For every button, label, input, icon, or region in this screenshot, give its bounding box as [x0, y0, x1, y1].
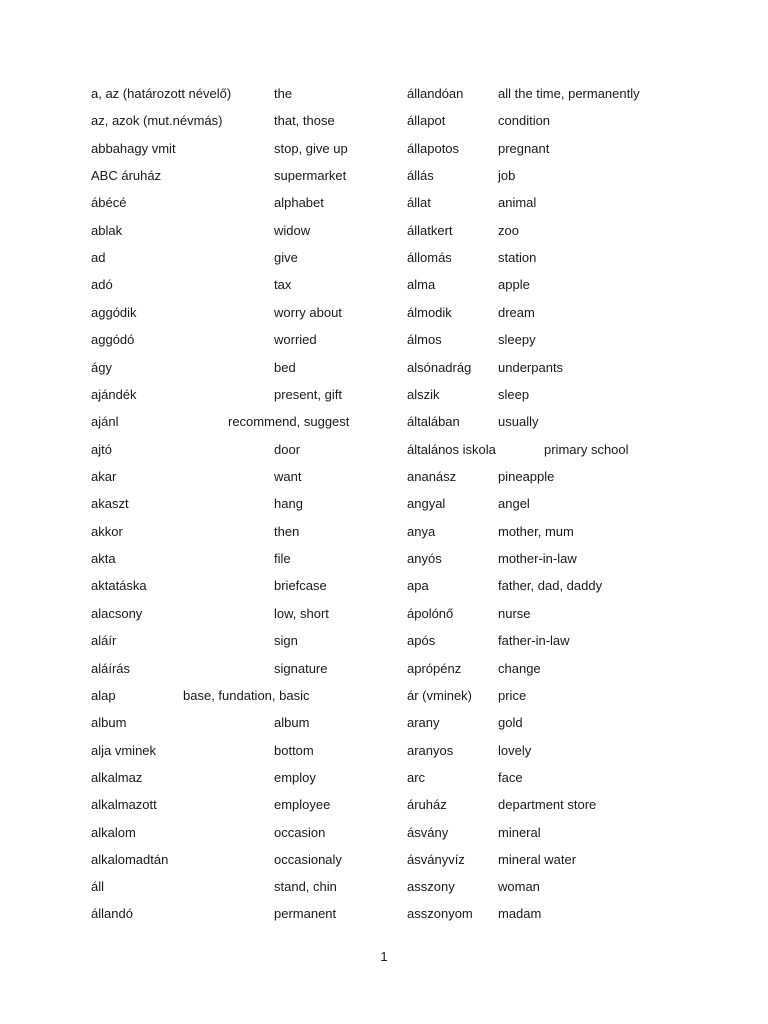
vocab-row — [0, 276, 768, 294]
hungarian-term: ad — [91, 250, 106, 265]
english-translation: worry about — [274, 305, 342, 320]
english-translation: widow — [274, 223, 311, 238]
hungarian-term: állandóan — [407, 86, 464, 101]
hungarian-term: ásványvíz — [407, 852, 465, 867]
english-translation: briefcase — [274, 578, 327, 593]
hungarian-term: állapot — [407, 113, 446, 128]
english-translation: employee — [274, 797, 331, 812]
vocab-row — [0, 194, 768, 212]
english-translation: want — [274, 469, 302, 484]
vocab-row — [0, 222, 768, 240]
english-translation: pregnant — [498, 141, 550, 156]
hungarian-term: állandó — [91, 906, 133, 921]
hungarian-term: alkalom — [91, 825, 136, 840]
english-translation: sleepy — [498, 332, 536, 347]
english-translation: permanent — [274, 906, 337, 921]
vocab-row — [0, 878, 768, 896]
hungarian-term: alkalmaz — [91, 770, 143, 785]
hungarian-term: állás — [407, 168, 434, 183]
english-translation: mother, mum — [498, 524, 574, 539]
vocab-row — [0, 468, 768, 486]
english-translation: price — [498, 688, 527, 703]
hungarian-term: arany — [407, 715, 440, 730]
hungarian-term: asszony — [407, 879, 455, 894]
hungarian-term: alsónadrág — [407, 360, 472, 375]
vocab-row — [0, 632, 768, 650]
hungarian-term: a, az (határozott névelő) — [91, 86, 232, 101]
hungarian-term: álmos — [407, 332, 442, 347]
hungarian-term: aláírás — [91, 661, 131, 676]
english-translation: job — [498, 168, 516, 183]
english-translation: tax — [274, 277, 292, 292]
english-translation: that, those — [274, 113, 335, 128]
english-translation: the — [274, 86, 293, 101]
vocab-row — [0, 495, 768, 513]
english-translation: file — [274, 551, 291, 566]
vocab-row — [0, 167, 768, 185]
english-translation: door — [274, 442, 301, 457]
english-translation: base, fundation, basic — [183, 688, 310, 703]
hungarian-term: alacsony — [91, 606, 143, 621]
hungarian-term: ananász — [407, 469, 457, 484]
english-translation: sign — [274, 633, 298, 648]
english-translation: department store — [498, 797, 597, 812]
english-translation: apple — [498, 277, 530, 292]
vocab-row — [0, 413, 768, 431]
english-translation: signature — [274, 661, 328, 676]
vocab-row — [0, 605, 768, 623]
english-translation: underpants — [498, 360, 564, 375]
english-translation: animal — [498, 195, 537, 210]
vocab-row — [0, 577, 768, 595]
hungarian-term: angyal — [407, 496, 446, 511]
hungarian-term: alma — [407, 277, 436, 292]
vocab-row — [0, 550, 768, 568]
hungarian-term: akta — [91, 551, 116, 566]
hungarian-term: állapotos — [407, 141, 460, 156]
english-translation: madam — [498, 906, 542, 921]
hungarian-term: ABC áruház — [91, 168, 162, 183]
english-translation: mother-in-law — [498, 551, 577, 566]
english-translation: usually — [498, 414, 539, 429]
english-translation: mineral — [498, 825, 541, 840]
hungarian-term: apa — [407, 578, 429, 593]
vocab-row — [0, 386, 768, 404]
english-translation: alphabet — [274, 195, 324, 210]
english-translation: face — [498, 770, 523, 785]
hungarian-term: ábécé — [91, 195, 127, 210]
vocab-row — [0, 112, 768, 130]
hungarian-term: anyós — [407, 551, 442, 566]
vocab-row — [0, 824, 768, 842]
english-translation: woman — [498, 879, 540, 894]
hungarian-term: ágy — [91, 360, 112, 375]
vocab-row — [0, 742, 768, 760]
vocab-row — [0, 523, 768, 541]
vocab-row — [0, 905, 768, 923]
hungarian-term: álmodik — [407, 305, 452, 320]
hungarian-term: állatkert — [407, 223, 453, 238]
hungarian-term: ajándék — [91, 387, 137, 402]
english-translation: mineral water — [498, 852, 577, 867]
english-translation: dream — [498, 305, 535, 320]
english-translation: worried — [274, 332, 317, 347]
hungarian-term: ápolónő — [407, 606, 454, 621]
hungarian-term: aláír — [91, 633, 117, 648]
hungarian-term: anya — [407, 524, 436, 539]
hungarian-term: alja vminek — [91, 743, 157, 758]
hungarian-term: arc — [407, 770, 426, 785]
hungarian-term: akar — [91, 469, 117, 484]
hungarian-term: alap — [91, 688, 116, 703]
english-translation: employ — [274, 770, 316, 785]
english-translation: gold — [498, 715, 523, 730]
vocab-row — [0, 359, 768, 377]
vocab-row — [0, 441, 768, 459]
english-translation: stop, give up — [274, 141, 348, 156]
hungarian-term: alkalmazott — [91, 797, 157, 812]
vocab-row — [0, 140, 768, 158]
hungarian-term: asszonyom — [407, 906, 473, 921]
english-translation: present, gift — [274, 387, 342, 402]
hungarian-term: akaszt — [91, 496, 129, 511]
english-translation: low, short — [274, 606, 329, 621]
hungarian-term: ajánl — [91, 414, 119, 429]
page-number: 1 — [380, 949, 388, 964]
english-translation: father, dad, daddy — [498, 578, 603, 593]
english-translation: occasionaly — [274, 852, 342, 867]
english-translation: give — [274, 250, 298, 265]
hungarian-term: áruház — [407, 797, 447, 812]
hungarian-term: általában — [407, 414, 460, 429]
hungarian-term: állomás — [407, 250, 452, 265]
vocab-row — [0, 304, 768, 322]
vocab-row — [0, 660, 768, 678]
english-translation: primary school — [544, 442, 629, 457]
hungarian-term: aranyos — [407, 743, 454, 758]
english-translation: change — [498, 661, 541, 676]
hungarian-term: ablak — [91, 223, 123, 238]
hungarian-term: ajtó — [91, 442, 112, 457]
hungarian-term: alkalomadtán — [91, 852, 169, 867]
hungarian-term: általános iskola — [407, 442, 496, 457]
english-translation: father-in-law — [498, 633, 570, 648]
english-translation: recommend, suggest — [228, 414, 350, 429]
hungarian-term: az, azok (mut.névmás) — [91, 113, 223, 128]
vocab-row — [0, 85, 768, 103]
english-translation: pineapple — [498, 469, 555, 484]
hungarian-term: album — [91, 715, 127, 730]
vocab-row — [0, 331, 768, 349]
english-translation: sleep — [498, 387, 530, 402]
english-translation: album — [274, 715, 310, 730]
hungarian-term: aggódó — [91, 332, 135, 347]
english-translation: lovely — [498, 743, 532, 758]
english-translation: condition — [498, 113, 551, 128]
hungarian-term: aprópénz — [407, 661, 462, 676]
hungarian-term: adó — [91, 277, 113, 292]
vocab-row — [0, 769, 768, 787]
hungarian-term: alszik — [407, 387, 440, 402]
english-translation: hang — [274, 496, 303, 511]
english-translation: station — [498, 250, 537, 265]
vocab-row — [0, 851, 768, 869]
english-translation: all the time, permanently — [498, 86, 640, 101]
english-translation: occasion — [274, 825, 326, 840]
hungarian-term: ár (vminek) — [407, 688, 473, 703]
hungarian-term: ásvány — [407, 825, 449, 840]
english-translation: supermarket — [274, 168, 347, 183]
english-translation: bed — [274, 360, 296, 375]
vocab-row — [0, 687, 768, 705]
hungarian-term: após — [407, 633, 436, 648]
english-translation: zoo — [498, 223, 519, 238]
hungarian-term: akkor — [91, 524, 123, 539]
english-translation: nurse — [498, 606, 531, 621]
hungarian-term: aktatáska — [91, 578, 147, 593]
english-translation: then — [274, 524, 300, 539]
hungarian-term: abbahagy vmit — [91, 141, 176, 156]
english-translation: angel — [498, 496, 530, 511]
english-translation: stand, chin — [274, 879, 337, 894]
hungarian-term: aggódik — [91, 305, 137, 320]
vocab-row — [0, 249, 768, 267]
hungarian-term: áll — [91, 879, 105, 894]
vocab-row — [0, 796, 768, 814]
vocab-row — [0, 714, 768, 732]
hungarian-term: állat — [407, 195, 431, 210]
english-translation: bottom — [274, 743, 314, 758]
